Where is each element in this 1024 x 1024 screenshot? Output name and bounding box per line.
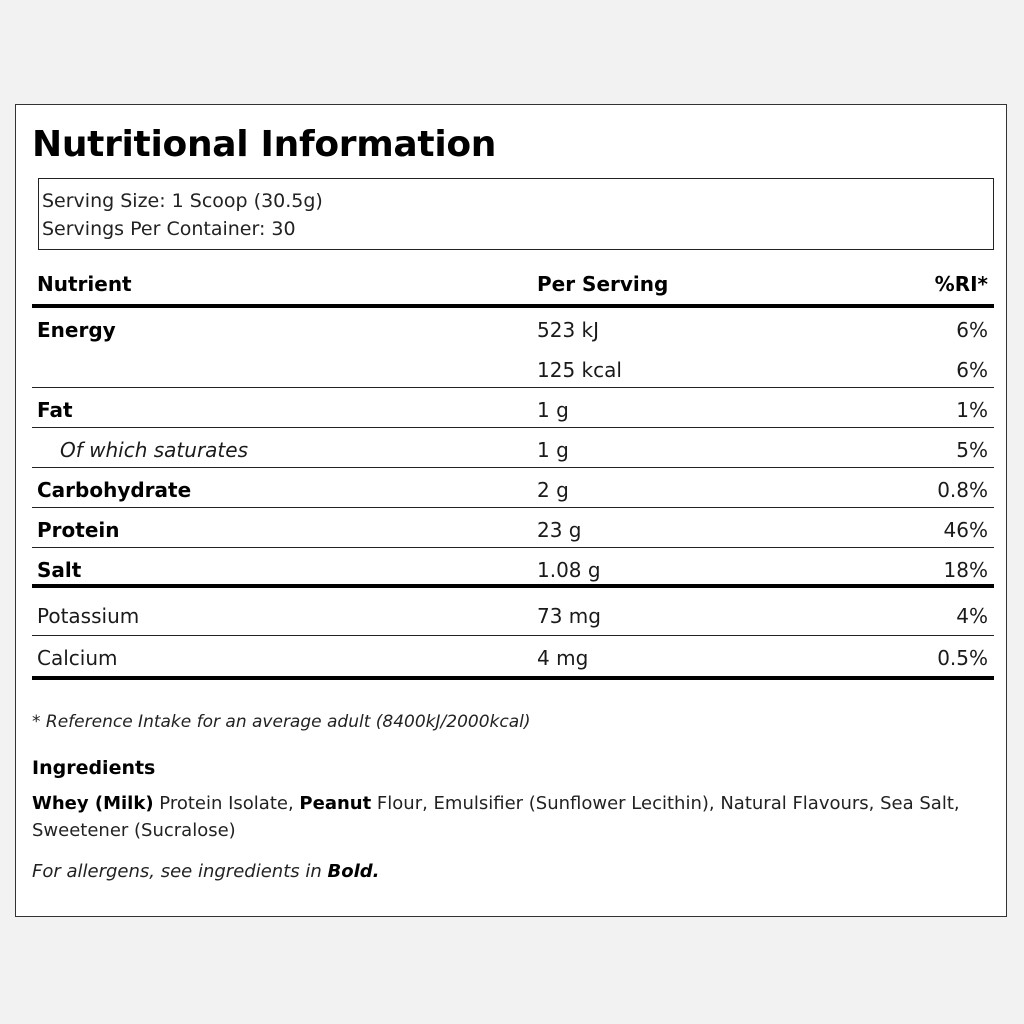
- per-serving-value: 1.08 g: [537, 558, 601, 582]
- table-row-salt: [32, 548, 994, 588]
- header-per-serving: Per Serving: [537, 272, 669, 296]
- nutrient-name: Calcium: [37, 646, 118, 670]
- allergen-note-text: For allergens, see ingredients in: [32, 861, 328, 882]
- ri-footnote: * Reference Intake for an average adult (8400kJ/2000kcal): [32, 712, 531, 732]
- allergen-peanut: Peanut: [299, 793, 372, 814]
- nutrient-name: Potassium: [37, 604, 140, 628]
- ri-value: 6%: [956, 358, 988, 382]
- table-row-saturates: [32, 428, 994, 468]
- ri-value: 6%: [956, 318, 988, 342]
- nutrition-table: [32, 260, 994, 680]
- ingredients-part-1: Protein Isolate,: [153, 793, 300, 814]
- allergen-note: [32, 861, 379, 882]
- ingredients-heading: Ingredients: [32, 757, 156, 779]
- per-serving-value: 2 g: [537, 478, 569, 502]
- header-ri: %RI*: [934, 272, 988, 296]
- per-serving-value: 73 mg: [537, 604, 601, 628]
- nutrient-name: Fat: [37, 398, 73, 422]
- per-serving-value: 1 g: [537, 398, 569, 422]
- nutrient-name: Of which saturates: [60, 438, 248, 462]
- nutrition-panel: [15, 104, 1007, 917]
- table-row-potassium: [32, 588, 994, 636]
- serving-info-box: [38, 178, 994, 250]
- per-serving-value: 23 g: [537, 518, 582, 542]
- ri-value: 0.5%: [937, 646, 988, 670]
- ri-value: 4%: [956, 604, 988, 628]
- ri-value: 5%: [956, 438, 988, 462]
- table-row-carbohydrate: [32, 468, 994, 508]
- table-row-energy-kj: [32, 308, 994, 348]
- header-nutrient: Nutrient: [37, 272, 132, 296]
- per-serving-value: 4 mg: [537, 646, 589, 670]
- per-serving-value: 1 g: [537, 438, 569, 462]
- allergen-whey: Whey (Milk): [32, 793, 154, 814]
- table-header-row: [32, 260, 994, 308]
- table-row-fat: [32, 388, 994, 428]
- per-serving-value: 523 kJ: [537, 318, 600, 342]
- table-row-calcium: [32, 636, 994, 680]
- ri-value: 18%: [943, 558, 988, 582]
- page-title: Nutritional Information: [32, 124, 497, 165]
- nutrient-name: Energy: [37, 318, 116, 342]
- nutrient-name: Carbohydrate: [37, 478, 192, 502]
- serving-size: Serving Size: 1 Scoop (30.5g): [42, 190, 323, 212]
- allergen-note-bold: Bold.: [327, 861, 380, 882]
- table-row-energy-kcal: [32, 348, 994, 388]
- table-row-protein: [32, 508, 994, 548]
- ri-value: 1%: [956, 398, 988, 422]
- per-serving-value: 125 kcal: [537, 358, 622, 382]
- ingredients-text: [32, 790, 982, 844]
- servings-per-container: Servings Per Container: 30: [42, 218, 296, 240]
- nutrient-name: Salt: [37, 558, 82, 582]
- ri-value: 46%: [943, 518, 988, 542]
- nutrient-name: Protein: [37, 518, 120, 542]
- ri-value: 0.8%: [937, 478, 988, 502]
- ingredients-part-2: Flour, Emulsifier (Sunflower Lecithin), Natural Flavours, Sea Salt, Sweetener (Sucralose): [32, 793, 960, 841]
